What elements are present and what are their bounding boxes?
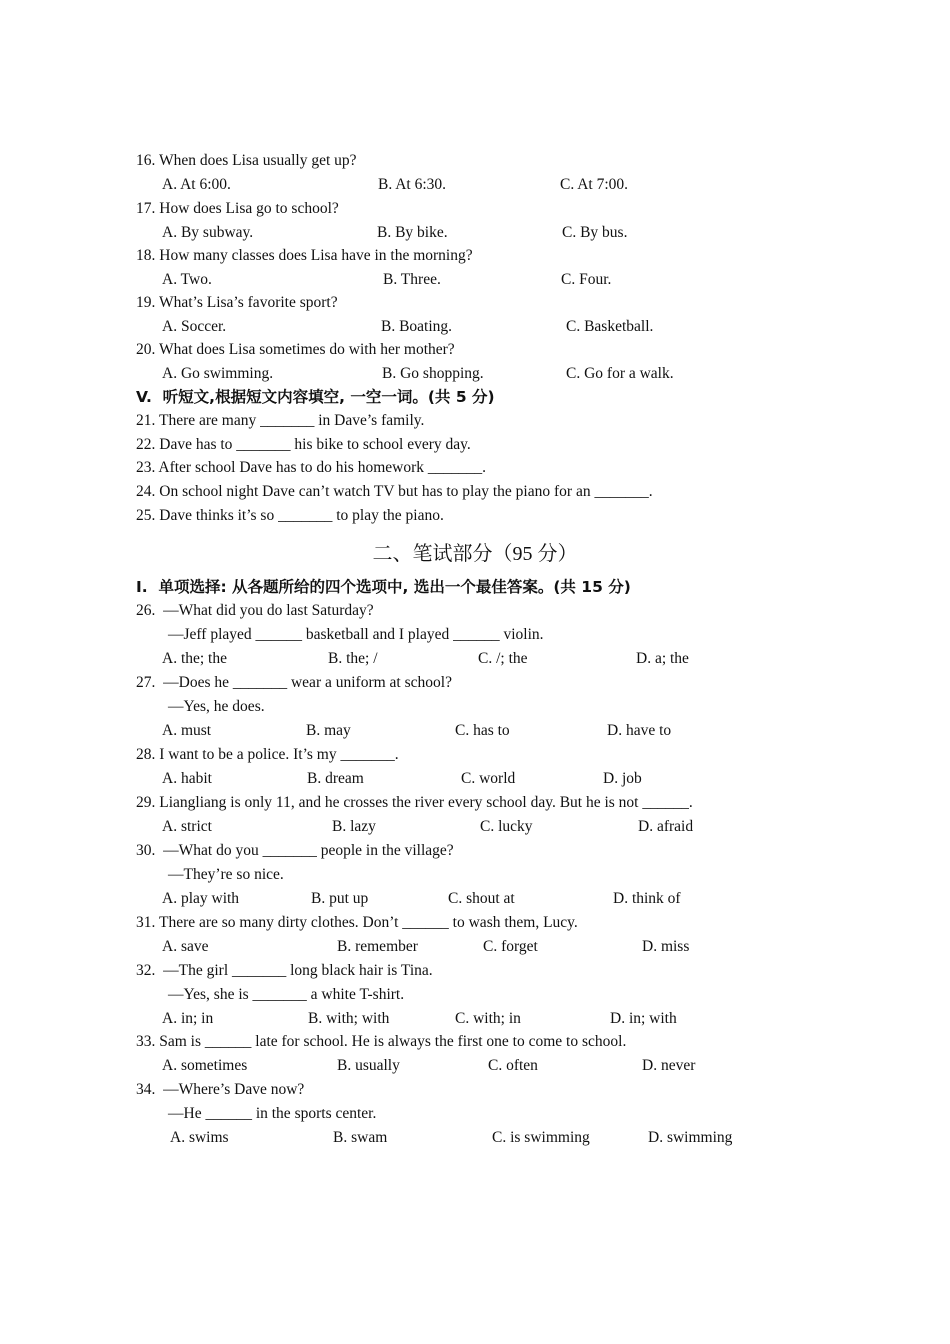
option-c: C. shout at xyxy=(448,890,515,907)
option-a: A. play with xyxy=(162,890,240,907)
option-a: A. Go swimming. xyxy=(162,365,274,382)
option-c: C. world xyxy=(461,770,516,787)
option-c: C. Four. xyxy=(561,271,612,288)
option-b: B. remember xyxy=(337,938,418,955)
option-d: D. have to xyxy=(607,722,672,739)
fill-question-24: 24. On school night Dave can’t watch TV but has to play the piano for an _______. xyxy=(136,483,653,500)
option-b: B. the; / xyxy=(328,650,378,667)
option-d: D. job xyxy=(603,770,642,787)
question-line-1: 29. Liangliang is only 11, and he crosses the river every school day. But he is not ______. xyxy=(136,794,693,811)
question-line-1: 30. —What do you _______ people in the village? xyxy=(136,842,454,859)
option-b: B. Boating. xyxy=(381,318,453,335)
question-stem: 16. When does Lisa usually get up? xyxy=(136,152,357,169)
fill-question-21: 21. There are many _______ in Dave’s family. xyxy=(136,412,425,429)
option-a: A. in; in xyxy=(162,1010,214,1027)
option-c: C. At 7:00. xyxy=(560,176,629,193)
option-a: A. swims xyxy=(170,1129,229,1146)
option-a: A. sometimes xyxy=(162,1057,248,1074)
question-line-1: 26. —What did you do last Saturday? xyxy=(136,602,374,619)
question-line-1: 32. —The girl _______ long black hair is Tina. xyxy=(136,962,433,979)
option-b: B. Go shopping. xyxy=(382,365,484,382)
option-b: B. swam xyxy=(333,1129,388,1146)
option-b: B. usually xyxy=(337,1057,400,1074)
question-line-1: 27. —Does he _______ wear a uniform at school? xyxy=(136,674,452,691)
option-d: D. miss xyxy=(642,938,690,955)
fill-question-22: 22. Dave has to _______ his bike to school every day. xyxy=(136,436,471,453)
option-b: B. By bike. xyxy=(377,224,448,241)
fill-question-25: 25. Dave thinks it’s so _______ to play the piano. xyxy=(136,507,444,524)
option-b: B. may xyxy=(306,722,351,739)
option-d: D. in; with xyxy=(610,1010,677,1027)
option-c: C. By bus. xyxy=(562,224,628,241)
option-a: A. Soccer. xyxy=(162,318,227,335)
option-a: A. At 6:00. xyxy=(162,176,231,193)
question-stem: 19. What’s Lisa’s favorite sport? xyxy=(136,294,338,311)
option-b: B. lazy xyxy=(332,818,376,835)
question-line-2: —Jeff played ______ basketball and I played ______ violin. xyxy=(168,626,544,643)
option-d: D. afraid xyxy=(638,818,694,835)
question-stem: 18. How many classes does Lisa have in the morning? xyxy=(136,247,473,264)
fill-question-23: 23. After school Dave has to do his homework _______. xyxy=(136,459,486,476)
option-b: B. dream xyxy=(307,770,364,787)
option-b: B. put up xyxy=(311,890,369,907)
question-line-1: 31. There are so many dirty clothes. Don’t ______ to wash them, Lucy. xyxy=(136,914,578,931)
option-d: D. a; the xyxy=(636,650,689,667)
option-a: A. By subway. xyxy=(162,224,254,241)
option-a: A. strict xyxy=(162,818,212,835)
option-a: A. habit xyxy=(162,770,212,787)
question-stem: 17. How does Lisa go to school? xyxy=(136,200,339,217)
option-c: C. Basketball. xyxy=(566,318,654,335)
option-a: A. save xyxy=(162,938,209,955)
option-c: C. often xyxy=(488,1057,538,1074)
option-c: C. /; the xyxy=(478,650,528,667)
option-a: A. must xyxy=(162,722,212,739)
option-b: B. with; with xyxy=(308,1010,390,1027)
question-line-1: 33. Sam is ______ late for school. He is always the first one to come to school. xyxy=(136,1033,627,1050)
question-stem: 20. What does Lisa sometimes do with her mother? xyxy=(136,341,455,358)
option-c: C. forget xyxy=(483,938,538,955)
option-d: D. never xyxy=(642,1057,696,1074)
option-d: D. swimming xyxy=(648,1129,733,1146)
option-c: C. with; in xyxy=(455,1010,521,1027)
written-part-title: 二、笔试部分（95 分） xyxy=(372,543,578,565)
option-a: A. Two. xyxy=(162,271,212,288)
option-c: C. Go for a walk. xyxy=(566,365,674,382)
option-b: B. At 6:30. xyxy=(378,176,447,193)
option-c: C. lucky xyxy=(480,818,533,835)
question-line-1: 28. I want to be a police. It’s my _______. xyxy=(136,746,399,763)
option-b: B. Three. xyxy=(383,271,441,288)
option-c: C. is swimming xyxy=(492,1129,590,1146)
option-d: D. think of xyxy=(613,890,681,907)
question-line-2: —Yes, he does. xyxy=(168,698,265,715)
option-a: A. the; the xyxy=(162,650,227,667)
section-1-title: I. 单项选择: 从各题所给的四个选项中, 选出一个最佳答案。(共 15 分) xyxy=(136,578,631,596)
question-line-2: —He ______ in the sports center. xyxy=(168,1105,377,1122)
option-c: C. has to xyxy=(455,722,510,739)
question-line-2: —Yes, she is _______ a white T-shirt. xyxy=(168,986,405,1003)
section-5-title: V. 听短文,根据短文内容填空, 一空一词。(共 5 分) xyxy=(136,388,495,406)
question-line-2: —They’re so nice. xyxy=(168,866,284,883)
question-line-1: 34. —Where’s Dave now? xyxy=(136,1081,305,1098)
